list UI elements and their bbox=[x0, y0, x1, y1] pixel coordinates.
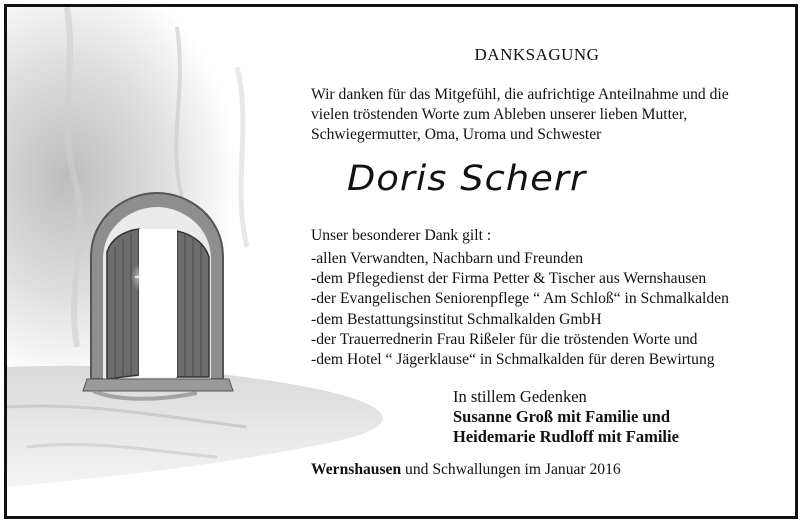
place-date-rest: und Schwallungen im Januar 2016 bbox=[401, 461, 621, 478]
family-name: Heidemarie Rudloff mit Familie bbox=[453, 427, 679, 446]
memory-line: In stillem Gedenken bbox=[453, 387, 587, 406]
deceased-name: Doris Scherr bbox=[347, 159, 587, 199]
intro-line: Wir danken für das Mitgefühl, die aufrichtige Anteilnahme und die bbox=[311, 86, 729, 103]
list-item: -allen Verwandten, Nachbarn und Freunden bbox=[311, 250, 584, 267]
list-item: -dem Bestattungsinstitut Schmalkalden GmbH bbox=[311, 310, 602, 328]
list-item: -der Evangelischen Seniorenpflege “ Am Schloß“ in Schmalkalden bbox=[311, 290, 729, 308]
obituary-notice bbox=[4, 4, 798, 519]
place-date-line bbox=[311, 461, 621, 479]
list-item: -dem Hotel “ Jägerklause“ in Schmalkalden für deren Bewirtung bbox=[311, 351, 715, 369]
thanks-list bbox=[311, 249, 729, 370]
thanks-heading: Unser besonderer Dank gilt : bbox=[311, 227, 492, 244]
intro-line: Schwiegermutter, Oma, Uroma und Schwester bbox=[311, 126, 602, 143]
list-item: -der Trauerrednerin Frau Rißeler für die tröstenden Worte und bbox=[311, 330, 698, 348]
memory-block bbox=[453, 387, 679, 447]
notice-title: DANKSAGUNG bbox=[474, 45, 600, 64]
list-item: -dem Pflegedienst der Firma Petter & Tischer aus Wernshausen bbox=[311, 270, 707, 288]
intro-text bbox=[311, 85, 781, 145]
intro-line: vielen tröstenden Worte zum Ableben unserer lieben Mutter, bbox=[311, 106, 688, 123]
family-name: Susanne Groß mit Familie und bbox=[453, 407, 670, 426]
place-name: Wernshausen bbox=[311, 461, 402, 478]
